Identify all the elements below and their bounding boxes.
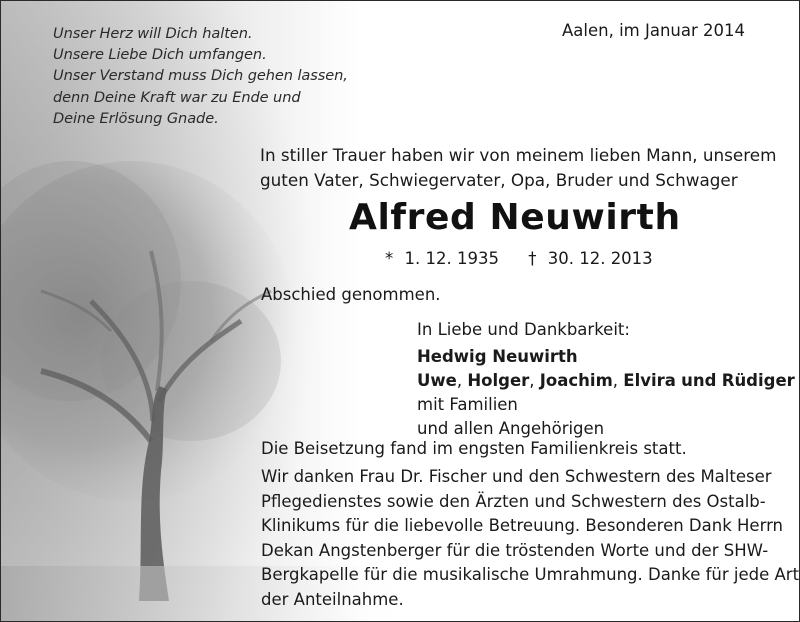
child-name: Rüdiger (721, 371, 795, 390)
intro-line: guten Vater, Schwiegervater, Opa, Bruder und Schwager (260, 169, 738, 190)
poem-line: Unser Verstand muss Dich gehen lassen, (53, 67, 348, 85)
thanks-line: Wir danken Frau Dr. Fischer und den Schwestern des Malteser (261, 467, 772, 486)
thanks-line: Pflegedienstes sowie den Ärzten und Schwestern des Ostalb- (261, 491, 766, 511)
poem-line: Unser Herz will Dich halten. (53, 25, 253, 42)
place-date: Aalen, im Januar 2014 (561, 21, 745, 40)
poem-line: Deine Erlösung Gnade. (53, 109, 219, 127)
child-name: Elvira (623, 371, 676, 390)
child-name: Holger (467, 371, 530, 390)
child-name: Joachim (539, 371, 613, 390)
child-name: Uwe (417, 371, 457, 390)
life-dates (385, 249, 659, 268)
poem-line: denn Deine Kraft war zu Ende und (53, 88, 301, 106)
children-conjunction: und (681, 371, 717, 390)
thanks-line: Dekan Angstenberger für die tröstenden Worte und der SHW- (261, 540, 769, 560)
intro-text (260, 143, 776, 192)
birth-symbol: * (385, 249, 394, 268)
intro-line: In stiller Trauer haben wir von meinem lieben Mann, unserem (260, 145, 777, 165)
thanks-paragraph (261, 465, 799, 612)
children-names: Uwe, Holger, Joachim, Elvira und Rüdiger (417, 371, 795, 390)
poem (53, 23, 348, 129)
widow-name: Hedwig Neuwirth (417, 347, 578, 366)
relatives: und allen Angehörigen (417, 419, 605, 438)
thanks-line: Klinikums für die liebevolle Betreuung. Besonderen Dank Herrn (261, 516, 784, 535)
thanks-line: Bergkapelle für die musikalische Umrahmung. Danke für jede Art (261, 565, 800, 584)
cross-icon: † (528, 249, 537, 268)
poem-line: Unsere Liebe Dich umfangen. (53, 46, 267, 64)
family-heading: In Liebe und Dankbarkeit: (417, 320, 630, 339)
deceased-name: Alfred Neuwirth (349, 197, 681, 238)
family-signature (417, 318, 795, 441)
thanks-line: der Anteilnahme. (261, 589, 404, 609)
birth-date: 1. 12. 1935 (404, 249, 499, 268)
with-families: mit Familien (417, 395, 518, 414)
death-date: 30. 12. 2013 (547, 249, 653, 268)
farewell-text: Abschied genommen. (261, 285, 441, 304)
burial-note: Die Beisetzung fand im engsten Familienkreis statt. (261, 439, 687, 458)
